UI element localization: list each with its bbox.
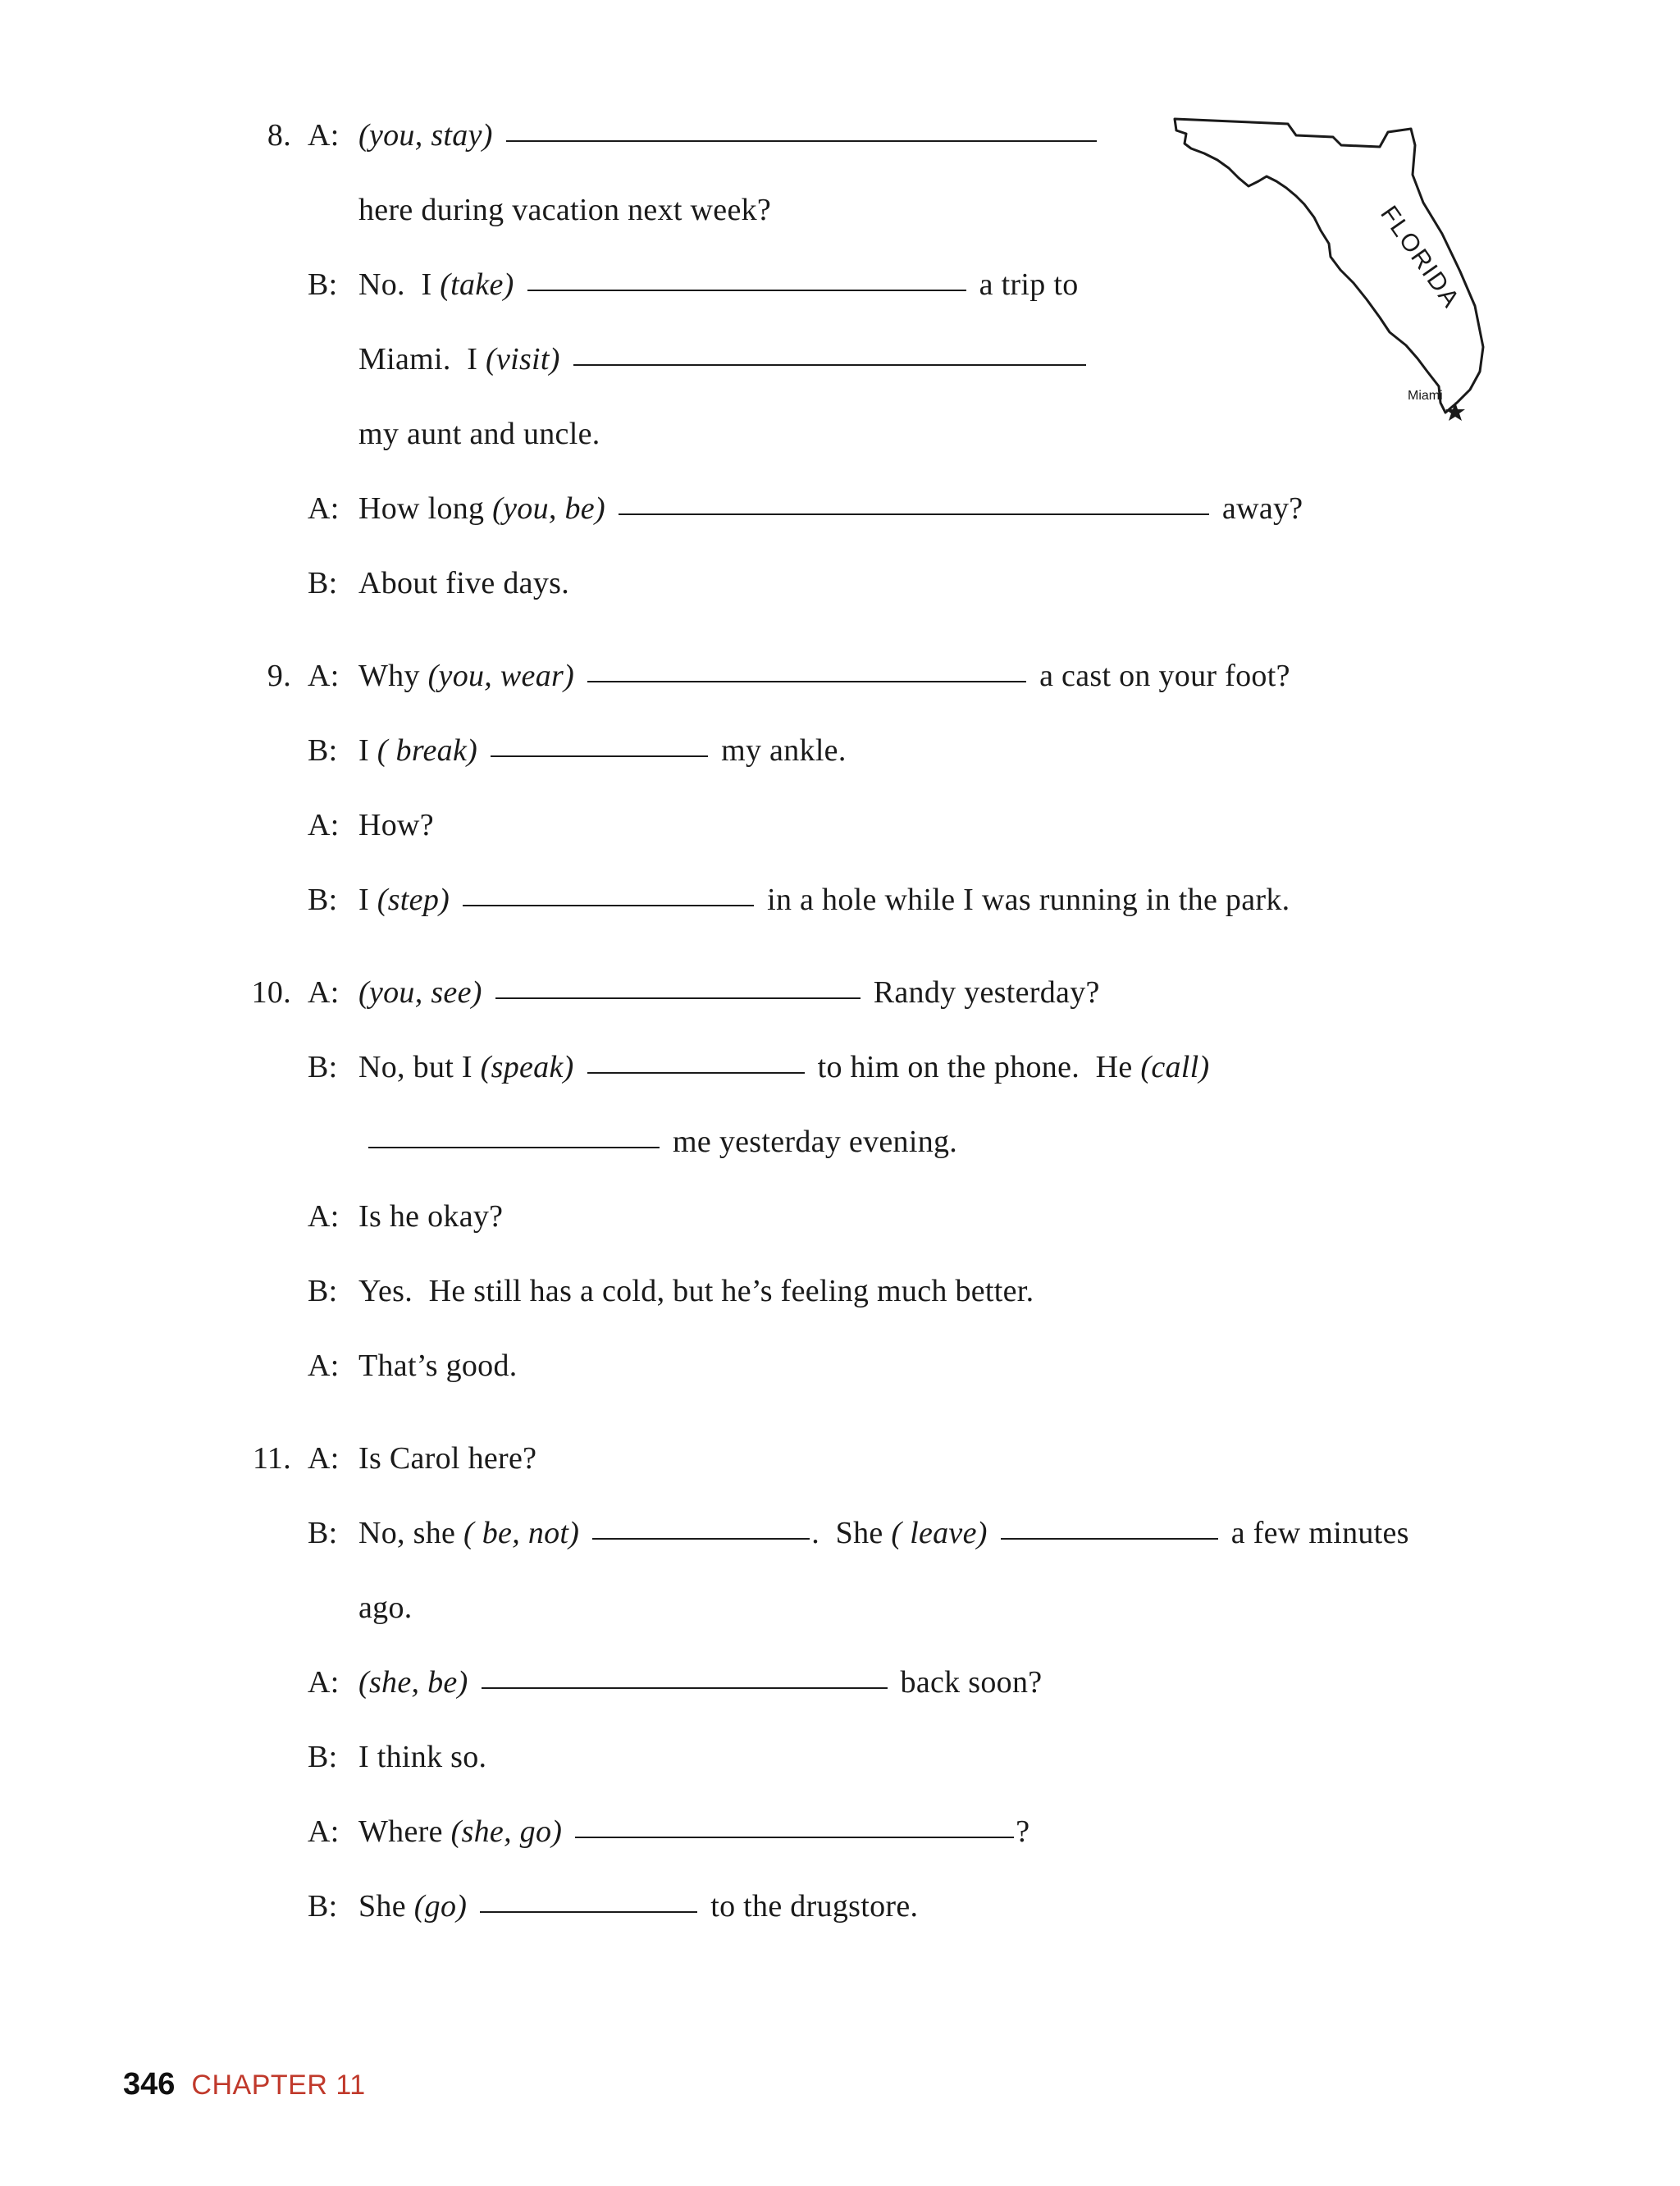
- dialogue-line: [358, 1732, 486, 1782]
- answer-blank[interactable]: [368, 1147, 660, 1148]
- dialogue-line: [358, 1266, 1034, 1316]
- speaker-label: B:: [308, 883, 338, 917]
- speaker-label: A:: [308, 1199, 340, 1234]
- answer-blank[interactable]: [506, 140, 1097, 142]
- answer-blank[interactable]: [495, 997, 861, 999]
- dialogue-text: away?: [1221, 491, 1303, 526]
- exercise-number: 11.: [253, 1441, 291, 1476]
- dialogue-line: [358, 1658, 1042, 1707]
- speaker-label: B:: [308, 733, 338, 768]
- dialogue-text: Randy yesterday?: [873, 975, 1100, 1010]
- answer-blank[interactable]: [480, 1911, 697, 1913]
- exercise-number: 10.: [251, 975, 291, 1010]
- dialogue-line: [358, 801, 434, 850]
- verb-cue: (go): [413, 1889, 468, 1924]
- dialogue-text: Yes. He still has a cold, but he’s feeling much better.: [358, 1274, 1034, 1308]
- speaker-label: B:: [308, 1274, 338, 1308]
- dialogue-text: a cast on your foot?: [1039, 659, 1290, 693]
- chapter-label: CHAPTER 11: [191, 2070, 366, 2101]
- state-label: FLORIDA: [1375, 201, 1465, 313]
- speaker-label: A:: [308, 975, 340, 1010]
- verb-cue: (you, wear): [427, 659, 575, 693]
- speaker-label: B:: [308, 1740, 338, 1774]
- page-number: 346: [123, 2067, 176, 2102]
- city-label: Miami: [1408, 389, 1443, 403]
- answer-blank[interactable]: [619, 513, 1209, 515]
- speaker-label: A:: [308, 491, 340, 526]
- dialogue-text: . She: [811, 1516, 892, 1550]
- speaker-label: B:: [308, 1516, 338, 1550]
- dialogue-line: [358, 335, 1099, 384]
- verb-cue: (call): [1140, 1050, 1210, 1084]
- dialogue-line: [358, 968, 1100, 1017]
- speaker-label: A:: [308, 659, 340, 693]
- verb-cue: (she, go): [450, 1814, 563, 1849]
- dialogue-text: me yesterday evening.: [673, 1125, 958, 1159]
- dialogue-text: my aunt and uncle.: [358, 417, 600, 451]
- exercise-number: 9.: [267, 659, 291, 693]
- dialogue-line: [358, 409, 600, 459]
- speaker-label: A:: [308, 1441, 340, 1476]
- dialogue-text: About five days.: [358, 566, 570, 600]
- verb-cue: (you, see): [358, 975, 482, 1010]
- dialogue-text: I think so.: [358, 1740, 487, 1774]
- dialogue-line: [358, 726, 847, 775]
- verb-cue: (you, stay): [358, 118, 493, 153]
- dialogue-line: [358, 1807, 1029, 1856]
- dialogue-text: Is Carol here?: [358, 1441, 537, 1476]
- verb-cue: (speak): [480, 1050, 574, 1084]
- dialogue-text: No. I: [358, 267, 441, 302]
- dialogue-text: to him on the phone. He: [817, 1050, 1141, 1084]
- dialogue-line: [358, 260, 1079, 309]
- answer-blank[interactable]: [482, 1687, 888, 1689]
- dialogue-text: Is he okay?: [358, 1199, 504, 1234]
- answer-blank[interactable]: [527, 290, 966, 291]
- dialogue-line: [358, 875, 1290, 924]
- dialogue-text: here during vacation next week?: [358, 193, 772, 227]
- speaker-label: A:: [308, 808, 340, 842]
- speaker-label: B:: [308, 267, 338, 302]
- speaker-label: A:: [308, 1814, 340, 1849]
- dialogue-text: No, but I: [358, 1050, 481, 1084]
- dialogue-line: [358, 1434, 536, 1483]
- dialogue-line: [358, 559, 569, 608]
- dialogue-text: back soon?: [900, 1665, 1043, 1700]
- dialogue-text: Miami. I: [358, 342, 486, 377]
- dialogue-line: [358, 1117, 957, 1166]
- dialogue-text: in a hole while I was running in the park.: [767, 883, 1290, 917]
- dialogue-text: Why: [358, 659, 428, 693]
- answer-blank[interactable]: [592, 1538, 810, 1540]
- exercise-number: 8.: [267, 118, 291, 153]
- dialogue-text: How?: [358, 808, 434, 842]
- dialogue-text: ?: [1016, 1814, 1030, 1849]
- star-icon: [1445, 402, 1465, 421]
- dialogue-line: [358, 185, 771, 235]
- answer-blank[interactable]: [587, 681, 1026, 682]
- dialogue-text: Where: [358, 1814, 451, 1849]
- speaker-label: A:: [308, 118, 340, 153]
- answer-blank[interactable]: [491, 755, 708, 757]
- verb-cue: ( leave): [891, 1516, 988, 1550]
- dialogue-text: No, she: [358, 1516, 463, 1550]
- dialogue-text: How long: [358, 491, 493, 526]
- dialogue-line: [358, 484, 1303, 533]
- answer-blank[interactable]: [1001, 1538, 1218, 1540]
- speaker-label: A:: [308, 1349, 340, 1383]
- dialogue-line: [358, 1043, 1209, 1092]
- answer-blank[interactable]: [463, 905, 754, 906]
- speaker-label: B:: [308, 1889, 338, 1924]
- page-footer: [123, 2067, 366, 2108]
- dialogue-line: [358, 1882, 918, 1931]
- dialogue-text: to the drugstore.: [710, 1889, 919, 1924]
- verb-cue: (she, be): [358, 1665, 468, 1700]
- verb-cue: (take): [440, 267, 514, 302]
- dialogue-line: [358, 1192, 503, 1241]
- verb-cue: (step): [377, 883, 450, 917]
- dialogue-text: a trip to: [979, 267, 1079, 302]
- speaker-label: A:: [308, 1665, 340, 1700]
- answer-blank[interactable]: [587, 1072, 805, 1074]
- dialogue-text: I: [358, 883, 377, 917]
- dialogue-line: [358, 1583, 413, 1632]
- verb-cue: (you, be): [492, 491, 605, 526]
- speaker-label: B:: [308, 566, 338, 600]
- verb-cue: (visit): [485, 342, 560, 377]
- answer-blank[interactable]: [573, 364, 1086, 366]
- dialogue-line: [358, 1508, 1409, 1558]
- florida-map: [1165, 111, 1567, 463]
- answer-blank[interactable]: [575, 1837, 1014, 1838]
- dialogue-text: ago.: [358, 1590, 413, 1625]
- verb-cue: ( be, not): [463, 1516, 580, 1550]
- dialogue-text: That’s good.: [358, 1349, 518, 1383]
- dialogue-text: I: [358, 733, 377, 768]
- dialogue-text: my ankle.: [721, 733, 847, 768]
- dialogue-text: She: [358, 1889, 414, 1924]
- dialogue-line: [358, 111, 1110, 160]
- dialogue-text: a few minutes: [1230, 1516, 1409, 1550]
- dialogue-line: [358, 651, 1290, 701]
- dialogue-line: [358, 1341, 518, 1390]
- speaker-label: B:: [308, 1050, 338, 1084]
- verb-cue: ( break): [377, 733, 478, 768]
